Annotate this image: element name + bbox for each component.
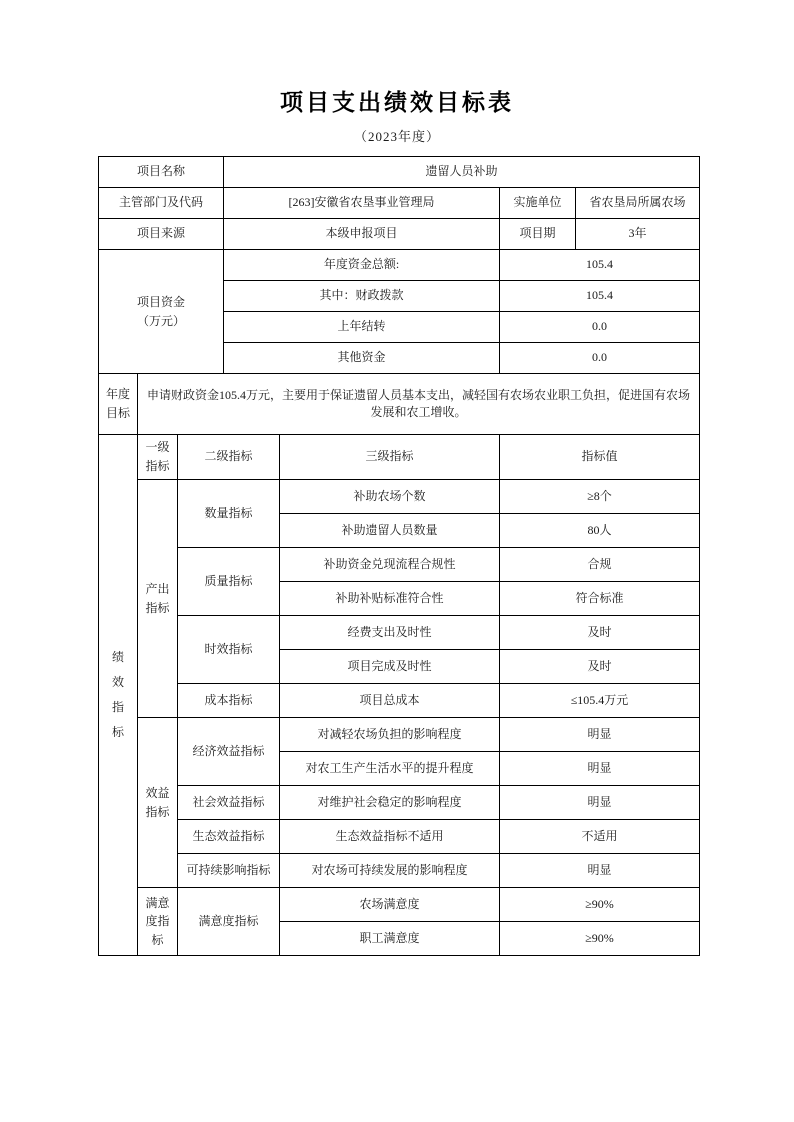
level3-indicator: 补助农场个数 xyxy=(280,480,500,514)
table-row xyxy=(99,820,700,854)
table-row xyxy=(99,219,700,250)
table-row xyxy=(99,684,700,718)
indicator-value: 80人 xyxy=(500,514,700,548)
table-row xyxy=(99,718,700,752)
level3-indicator: 职工满意度 xyxy=(280,922,500,956)
period-label: 项目期 xyxy=(500,219,576,250)
level3-indicator: 生态效益指标不适用 xyxy=(280,820,500,854)
header-value: 指标值 xyxy=(500,435,700,480)
level3-indicator: 对维护社会稳定的影响程度 xyxy=(280,786,500,820)
table-row xyxy=(99,786,700,820)
header-level1: 一级指标 xyxy=(138,435,178,480)
level2-social: 社会效益指标 xyxy=(178,786,280,820)
project-name-label: 项目名称 xyxy=(99,157,224,188)
table-row xyxy=(99,616,700,650)
table-row xyxy=(99,374,700,435)
level2-satisfaction: 满意度指标 xyxy=(178,888,280,956)
level2-economic: 经济效益指标 xyxy=(178,718,280,786)
impl-unit-label: 实施单位 xyxy=(500,188,576,219)
table-row xyxy=(99,435,700,480)
indicator-value: 合规 xyxy=(500,548,700,582)
indicator-value: 及时 xyxy=(500,650,700,684)
annual-goal-text: 申请财政资金105.4万元，主要用于保证遗留人员基本支出，减轻国有农场农业职工负担，促进国有农场发展和农工增收。 xyxy=(138,374,700,435)
indicator-value: ≥8个 xyxy=(500,480,700,514)
level2-timeliness: 时效指标 xyxy=(178,616,280,684)
indicator-value: ≥90% xyxy=(500,922,700,956)
indicator-value: 明显 xyxy=(500,718,700,752)
funding-row-name: 其中：财政拨款 xyxy=(224,281,500,312)
level3-indicator: 补助补贴标准符合性 xyxy=(280,582,500,616)
indicator-value: ≤105.4万元 xyxy=(500,684,700,718)
level3-indicator: 补助资金兑现流程合规性 xyxy=(280,548,500,582)
funding-row-name: 年度资金总额: xyxy=(224,250,500,281)
level3-indicator: 对农工生产生活水平的提升程度 xyxy=(280,752,500,786)
funding-row-value: 105.4 xyxy=(500,281,700,312)
funding-row-name: 其他资金 xyxy=(224,343,500,374)
level2-quantity: 数量指标 xyxy=(178,480,280,548)
level3-indicator: 项目总成本 xyxy=(280,684,500,718)
indicator-value: 不适用 xyxy=(500,820,700,854)
table-row xyxy=(99,548,700,582)
funding-row-value: 0.0 xyxy=(500,343,700,374)
dept-label: 主管部门及代码 xyxy=(99,188,224,219)
table-row xyxy=(99,888,700,922)
impl-unit-value: 省农垦局所属农场 xyxy=(576,188,700,219)
funding-row-value: 0.0 xyxy=(500,312,700,343)
level3-indicator: 经费支出及时性 xyxy=(280,616,500,650)
table-row xyxy=(99,480,700,514)
dept-value: [263]安徽省农垦事业管理局 xyxy=(224,188,500,219)
level1-output: 产出指标 xyxy=(138,480,178,718)
indicator-value: 明显 xyxy=(500,752,700,786)
header-level3: 三级指标 xyxy=(280,435,500,480)
level2-sustainability: 可持续影响指标 xyxy=(178,854,280,888)
level2-ecological: 生态效益指标 xyxy=(178,820,280,854)
table-row xyxy=(99,157,700,188)
indicator-value: ≥90% xyxy=(500,888,700,922)
level3-indicator: 补助遗留人员数量 xyxy=(280,514,500,548)
table-row xyxy=(99,188,700,219)
page-subtitle: （2023年度） xyxy=(353,129,440,144)
level2-cost: 成本指标 xyxy=(178,684,280,718)
performance-target-table xyxy=(98,156,700,956)
funding-label: 项目资金（万元） xyxy=(99,250,224,374)
level3-indicator: 对农场可持续发展的影响程度 xyxy=(280,854,500,888)
level1-satisfaction: 满意度指标 xyxy=(138,888,178,956)
level3-indicator: 对减轻农场负担的影响程度 xyxy=(280,718,500,752)
level3-indicator: 项目完成及时性 xyxy=(280,650,500,684)
header-level2: 二级指标 xyxy=(178,435,280,480)
indicator-value: 及时 xyxy=(500,616,700,650)
level3-indicator: 农场满意度 xyxy=(280,888,500,922)
source-label: 项目来源 xyxy=(99,219,224,250)
annual-goal-label: 年度目标 xyxy=(99,374,138,435)
indicator-value: 明显 xyxy=(500,854,700,888)
table-row xyxy=(99,250,700,281)
indicator-value: 明显 xyxy=(500,786,700,820)
indicators-side-label: 绩效指标 xyxy=(99,435,138,956)
project-name-value: 遗留人员补助 xyxy=(224,157,700,188)
funding-row-value: 105.4 xyxy=(500,250,700,281)
period-value: 3年 xyxy=(576,219,700,250)
level2-quality: 质量指标 xyxy=(178,548,280,616)
table-row xyxy=(99,854,700,888)
page-title: 项目支出绩效目标表 xyxy=(280,90,514,115)
funding-row-name: 上年结转 xyxy=(224,312,500,343)
level1-benefit: 效益指标 xyxy=(138,718,178,888)
indicator-value: 符合标准 xyxy=(500,582,700,616)
source-value: 本级申报项目 xyxy=(224,219,500,250)
